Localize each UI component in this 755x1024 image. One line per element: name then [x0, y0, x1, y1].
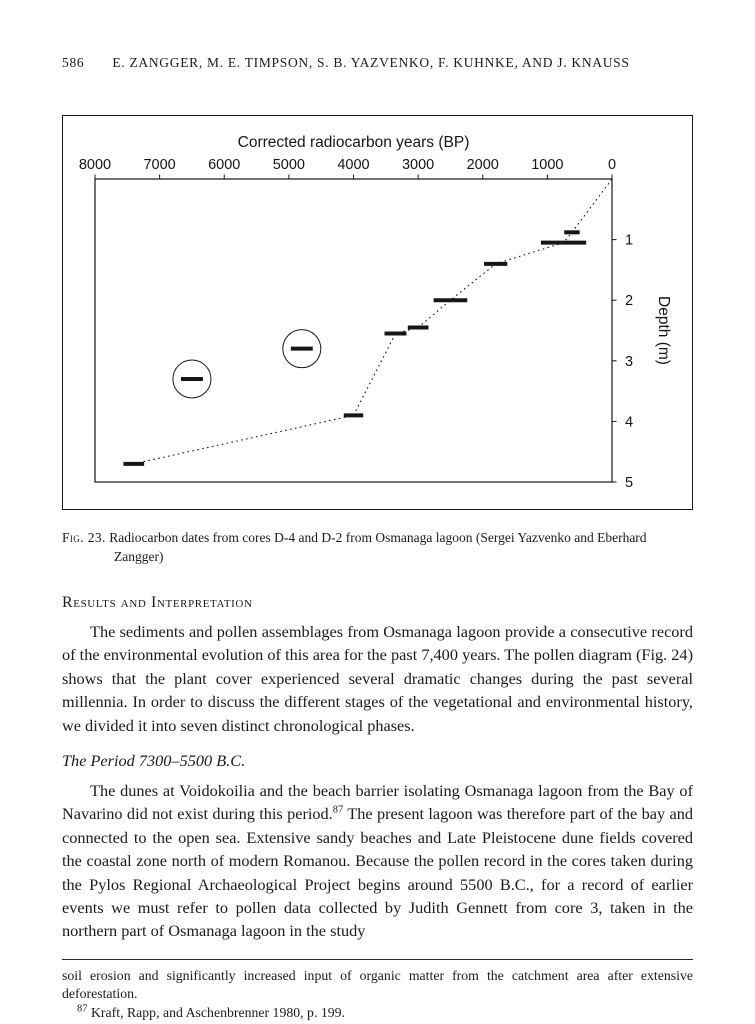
- svg-text:8000: 8000: [78, 157, 112, 173]
- svg-text:3: 3: [625, 353, 634, 370]
- period-paragraph: [62, 779, 693, 943]
- svg-text:3000: 3000: [401, 157, 435, 173]
- svg-text:Depth (m): Depth (m): [655, 296, 672, 365]
- footnote-87-marker: 87: [77, 1003, 88, 1015]
- footnote-continuation: soil erosion and significantly increased input of organic matter from the catchment area after extensive deforestation.: [62, 967, 693, 1002]
- footnotes: [62, 967, 693, 1023]
- running-head: E. ZANGGER, M. E. TIMPSON, S. B. YAZVENKO, F. KUHNKE, AND J. KNAUSS: [112, 55, 630, 70]
- period-paragraph-text: The dunes at Voidokoilia and the beach barrier isolating Osmanaga lagoon from the Bay of Navarino did not exist during this period.: [62, 781, 693, 824]
- svg-text:5000: 5000: [272, 157, 306, 173]
- figure-caption: [62, 528, 693, 566]
- page-number: 586: [62, 55, 85, 70]
- footnote-separator: [62, 959, 693, 960]
- radiocarbon-chart: [63, 116, 692, 510]
- figure-23-box: [62, 115, 693, 510]
- footnote-reference-87: 87: [332, 805, 344, 817]
- svg-text:2000: 2000: [466, 157, 499, 173]
- period-paragraph-continued: The present lagoon was therefore part of the bay and connected to the open sea. Extensive sandy beaches and Late Pleistocene dune fields covered the coastal zone north of modern Romanou. Because the pollen record in the cores taken during the Pylos Regional Archaeological Project begins around 5500 B.C., for a record of earlier events we must refer to pollen data collected by Judith Gennett from core 3, taken in the northern part of Osmanaga lagoon in the study: [62, 804, 693, 941]
- figure-caption-label: Fig. 23.: [62, 530, 106, 545]
- svg-text:6000: 6000: [208, 157, 241, 173]
- svg-text:Corrected radiocarbon years (B: Corrected radiocarbon years (BP): [237, 134, 470, 151]
- svg-text:0: 0: [607, 157, 617, 173]
- figure-caption-text: Radiocarbon dates from cores D-4 and D-2 from Osmanaga lagoon (Sergei Yazvenko and Eberhard Zangger): [109, 530, 647, 564]
- svg-text:4: 4: [625, 414, 634, 431]
- running-header: [62, 55, 693, 71]
- section-heading-results: Results and Interpretation: [62, 594, 253, 611]
- footnote-87: [62, 1004, 693, 1023]
- footnote-87-text: Kraft, Rapp, and Aschenbrenner 1980, p. 199.: [90, 1005, 345, 1021]
- svg-text:7000: 7000: [143, 157, 176, 173]
- svg-text:5: 5: [625, 475, 634, 491]
- svg-text:1: 1: [625, 232, 634, 249]
- svg-text:2: 2: [625, 293, 634, 310]
- svg-text:1000: 1000: [531, 157, 564, 173]
- subsection-heading-period: The Period 7300–5500 B.C.: [62, 751, 246, 771]
- results-paragraph: The sediments and pollen assemblages from Osmanaga lagoon provide a consecutive record of the environmental evolution of this area for the past 7,400 years. The pollen diagram (Fig. 24) shows that the plant cover experienced several dramatic changes during the past several millennia. In order to discuss the different stages of the vegetational and environmental history, we divided it into seven distinct chronological phases.: [62, 622, 693, 735]
- svg-text:4000: 4000: [337, 157, 370, 173]
